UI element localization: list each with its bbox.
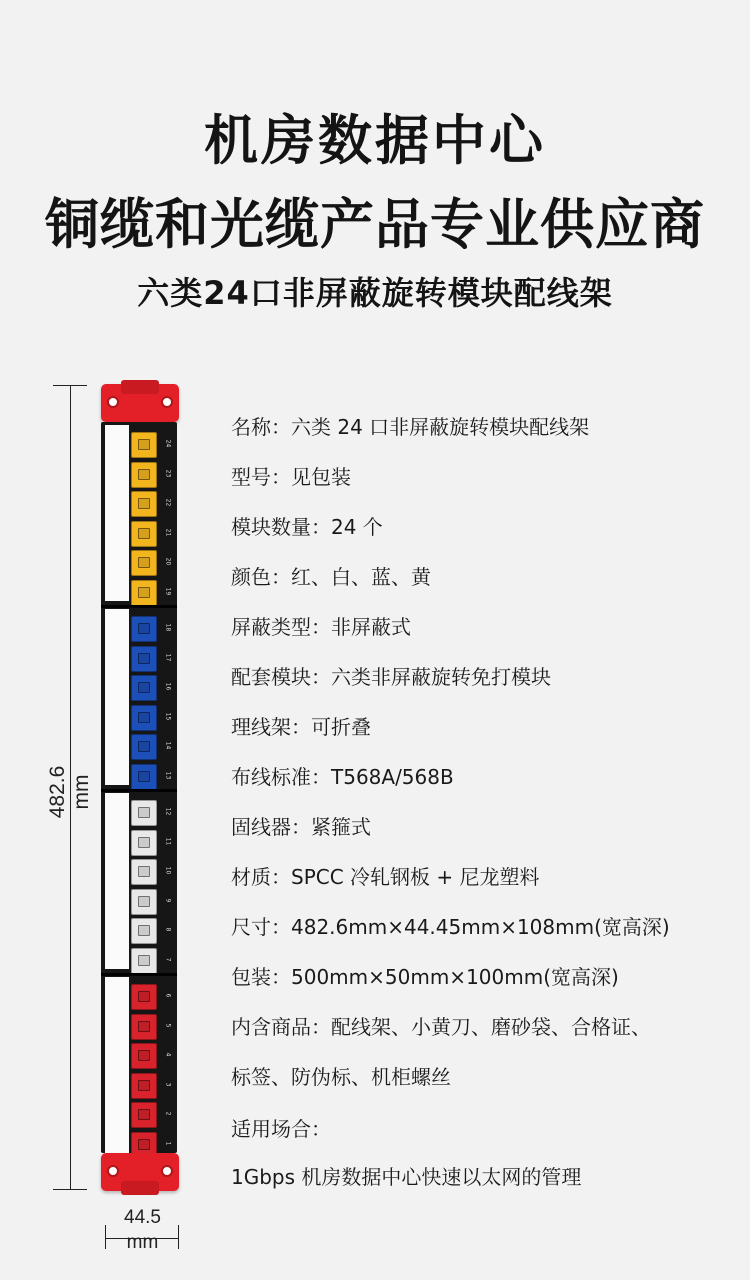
- top-mounting-bracket: [101, 384, 179, 422]
- spec-line: 固线器：紧箍式: [231, 815, 371, 839]
- port-number: 6: [164, 993, 172, 998]
- spec-line: 布线标准：T568A/568B: [231, 765, 454, 789]
- port-number: 13: [164, 771, 172, 779]
- label-strip: [105, 793, 129, 969]
- port-number: 24: [164, 439, 172, 448]
- port-23: [131, 462, 157, 488]
- port-number: 19: [164, 587, 172, 595]
- bottom-mounting-bracket: [101, 1153, 179, 1191]
- spec-line: 内含商品：配线架、小黄刀、磨砂袋、合格证、: [231, 1015, 651, 1039]
- port-number: 17: [164, 653, 172, 661]
- port-15: [131, 705, 157, 731]
- port-number: 14: [164, 741, 172, 750]
- port-6: [131, 984, 157, 1010]
- port-22: [131, 491, 157, 517]
- port-17: [131, 646, 157, 672]
- port-16: [131, 675, 157, 701]
- port-9: [131, 889, 157, 915]
- port-number: 3: [164, 1082, 172, 1086]
- port-number: 4: [164, 1052, 172, 1057]
- port-13: [131, 764, 157, 790]
- port-number: 16: [164, 682, 172, 691]
- port-4: [131, 1043, 157, 1069]
- port-12: [131, 800, 157, 826]
- port-number: 12: [164, 807, 172, 816]
- port-number: 23: [164, 469, 172, 477]
- height-dimension-cap-top: [53, 385, 87, 386]
- port-19: [131, 580, 157, 606]
- height-value: 482.6: [46, 765, 69, 819]
- port-11: [131, 830, 157, 856]
- port-number: 15: [164, 712, 172, 720]
- label-strip: [105, 609, 129, 785]
- height-dimension-cap-bottom: [53, 1189, 87, 1190]
- group-separator: [101, 973, 177, 976]
- height-dimension-label: [46, 717, 94, 867]
- port-number: 7: [164, 957, 172, 961]
- port-18: [131, 616, 157, 642]
- patch-panel: [101, 422, 177, 1153]
- port-3: [131, 1073, 157, 1099]
- port-number: 1: [164, 1141, 172, 1145]
- port-7: [131, 948, 157, 974]
- spec-line: 模块数量：24 个: [231, 515, 383, 539]
- spec-line: 材质：SPCC 冷轧钢板 + 尼龙塑料: [231, 865, 540, 889]
- group-separator: [101, 789, 177, 792]
- width-unit: mm: [126, 1232, 159, 1253]
- product-name: 六类24口非屏蔽旋转模块配线架: [137, 274, 613, 312]
- spec-line: 型号：见包装: [231, 465, 351, 489]
- port-2: [131, 1102, 157, 1128]
- height-unit: mm: [70, 774, 93, 810]
- port-number: 9: [164, 898, 172, 902]
- port-number: 2: [164, 1111, 172, 1116]
- port-number: 8: [164, 927, 172, 932]
- label-strip: [105, 977, 129, 1153]
- headline-subtitle: 铜缆和光缆产品专业供应商: [45, 193, 705, 256]
- port-number: 10: [164, 866, 172, 875]
- spec-line: 理线架：可折叠: [231, 715, 371, 739]
- port-5: [131, 1014, 157, 1040]
- spec-line: 屏蔽类型：非屏蔽式: [231, 615, 411, 639]
- port-20: [131, 550, 157, 576]
- spec-line: 标签、防伪标、机柜螺丝: [231, 1065, 451, 1089]
- spec-line: 1Gbps 机房数据中心快速以太网的管理: [231, 1165, 582, 1189]
- width-value: 44.5: [124, 1207, 161, 1228]
- port-14: [131, 734, 157, 760]
- port-number: 18: [164, 623, 172, 632]
- spec-line: 颜色：红、白、蓝、黄: [231, 565, 431, 589]
- port-number: 5: [164, 1023, 172, 1027]
- group-separator: [101, 605, 177, 608]
- spec-line: 适用场合：: [231, 1117, 331, 1141]
- port-8: [131, 918, 157, 944]
- port-number: 11: [164, 837, 172, 845]
- spec-line: 尺寸：482.6mm×44.45mm×108mm(宽高深): [231, 915, 670, 939]
- port-10: [131, 859, 157, 885]
- port-24: [131, 432, 157, 458]
- port-21: [131, 521, 157, 547]
- spec-line: 配套模块：六类非屏蔽旋转免打模块: [231, 665, 551, 689]
- spec-line: 包装：500mm×50mm×100mm(宽高深): [231, 965, 619, 989]
- label-strip: [105, 425, 129, 601]
- port-number: 20: [164, 557, 172, 566]
- port-number: 22: [164, 498, 172, 507]
- headline-title: 机房数据中心: [204, 109, 546, 172]
- port-number: 21: [164, 528, 172, 536]
- spec-line: 名称：六类 24 口非屏蔽旋转模块配线架: [231, 415, 590, 439]
